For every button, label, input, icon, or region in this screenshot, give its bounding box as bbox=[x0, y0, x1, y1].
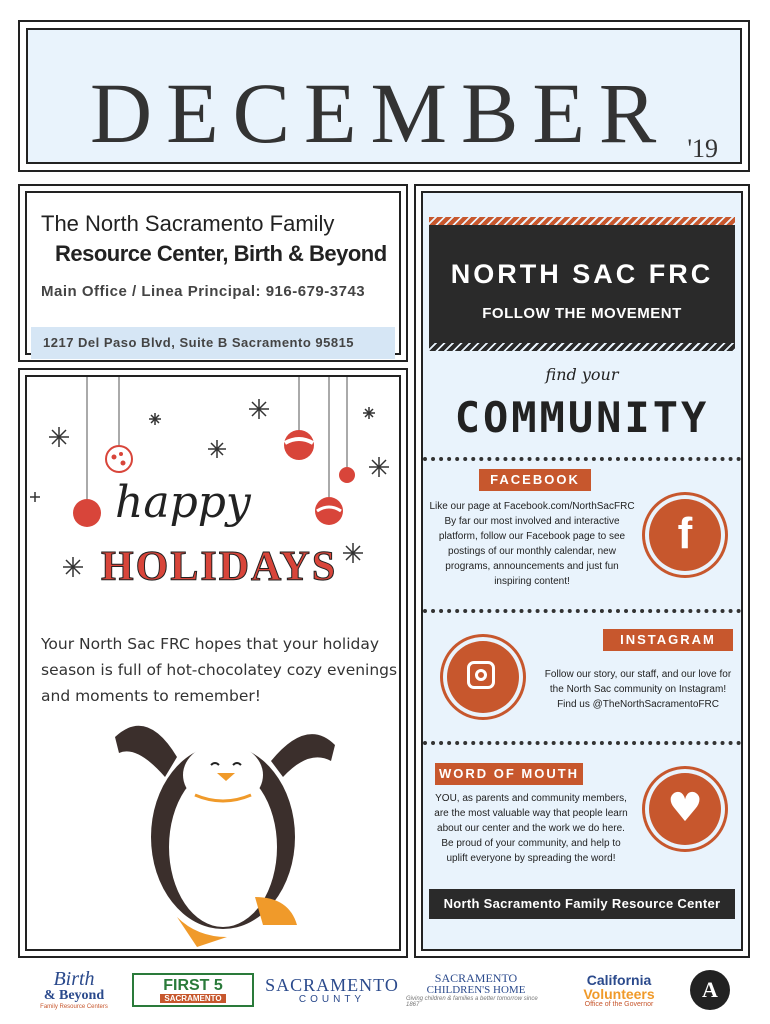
header-inner bbox=[26, 28, 742, 164]
dotted-divider bbox=[423, 741, 741, 745]
org-name-line1: The North Sacramento Family bbox=[41, 211, 335, 236]
org-phone: Main Office / Linea Principal: 916-679-3743 bbox=[41, 283, 366, 300]
panel-title: NORTH SAC FRC bbox=[450, 259, 714, 289]
dotted-divider bbox=[423, 457, 741, 461]
org-name-line2: Resource Center, Birth & Beyond bbox=[55, 241, 387, 266]
facebook-icon[interactable]: f bbox=[649, 499, 721, 571]
org-address: 1217 Del Paso Blvd, Suite B Sacramento 95815 bbox=[31, 327, 395, 359]
birth-beyond-logo: Birth & Beyond Family Resource Centers bbox=[40, 968, 108, 1010]
stripe-divider bbox=[429, 217, 735, 225]
org-info-inner bbox=[25, 191, 401, 355]
sacramento-county-logo: SACRAMENTO COUNTY bbox=[265, 974, 399, 1005]
panel-banner bbox=[429, 225, 735, 343]
partner-logos bbox=[18, 964, 750, 1020]
penguin-illustration bbox=[115, 726, 335, 947]
social-panel bbox=[414, 184, 750, 958]
holiday-box bbox=[18, 368, 408, 958]
instagram-text: Follow our story, our staff, and our love for the North Sac community on Instagram! Find us @TheNorthSacramentoFRC bbox=[544, 669, 732, 710]
holiday-inner bbox=[25, 375, 401, 951]
panel-footer: North Sacramento Family Resource Center bbox=[429, 889, 735, 919]
org-name bbox=[41, 209, 401, 269]
americorps-logo: A bbox=[686, 964, 734, 1016]
holidays-title: HOLIDAYS bbox=[101, 544, 338, 590]
header-banner bbox=[18, 20, 750, 172]
community-heading: COMMUNITY bbox=[454, 393, 710, 442]
word-of-mouth-text: YOU, as parents and community members, are the most valuable way that people learn about our center and the work we do here. Be proud of your community, and help to uplift everyone by spreading the word! bbox=[434, 793, 628, 864]
stripe-divider bbox=[429, 343, 735, 351]
dotted-divider bbox=[423, 609, 741, 613]
month-title: DECEMBER bbox=[90, 65, 671, 161]
social-panel-inner bbox=[421, 191, 743, 951]
heart-icon[interactable]: ♥ bbox=[649, 773, 721, 845]
instagram-icon[interactable] bbox=[447, 641, 519, 713]
childrens-home-logo: SACRAMENTO CHILDREN'S HOME Giving children & families a better tomorrow since 1867 bbox=[406, 971, 538, 1008]
first5-logo: FIRST 5 SACRAMENTO bbox=[132, 964, 254, 1016]
find-your-text: find your bbox=[545, 365, 619, 384]
instagram-label: INSTAGRAM bbox=[603, 629, 733, 651]
facebook-label: FACEBOOK bbox=[479, 469, 591, 491]
word-of-mouth-label: WORD OF MOUTH bbox=[435, 763, 583, 785]
facebook-text: Like our page at Facebook.com/NorthSacFRC By far our most involved and interactive platform, follow our Facebook page to see postings of our monthly calendar, new programs, announcements and just fun inspiring content! bbox=[429, 501, 635, 587]
org-info-box bbox=[18, 184, 408, 362]
year-label: '19 bbox=[687, 134, 718, 163]
panel-subtitle: FOLLOW THE MOVEMENT bbox=[482, 305, 682, 322]
california-volunteers-logo: California Volunteers Office of the Governor bbox=[583, 971, 655, 1008]
holiday-message: Your North Sac FRC hopes that your holiday season is full of hot-chocolatey cozy evenings and moments to remember! bbox=[41, 635, 398, 705]
happy-script-text: happy bbox=[115, 477, 251, 528]
